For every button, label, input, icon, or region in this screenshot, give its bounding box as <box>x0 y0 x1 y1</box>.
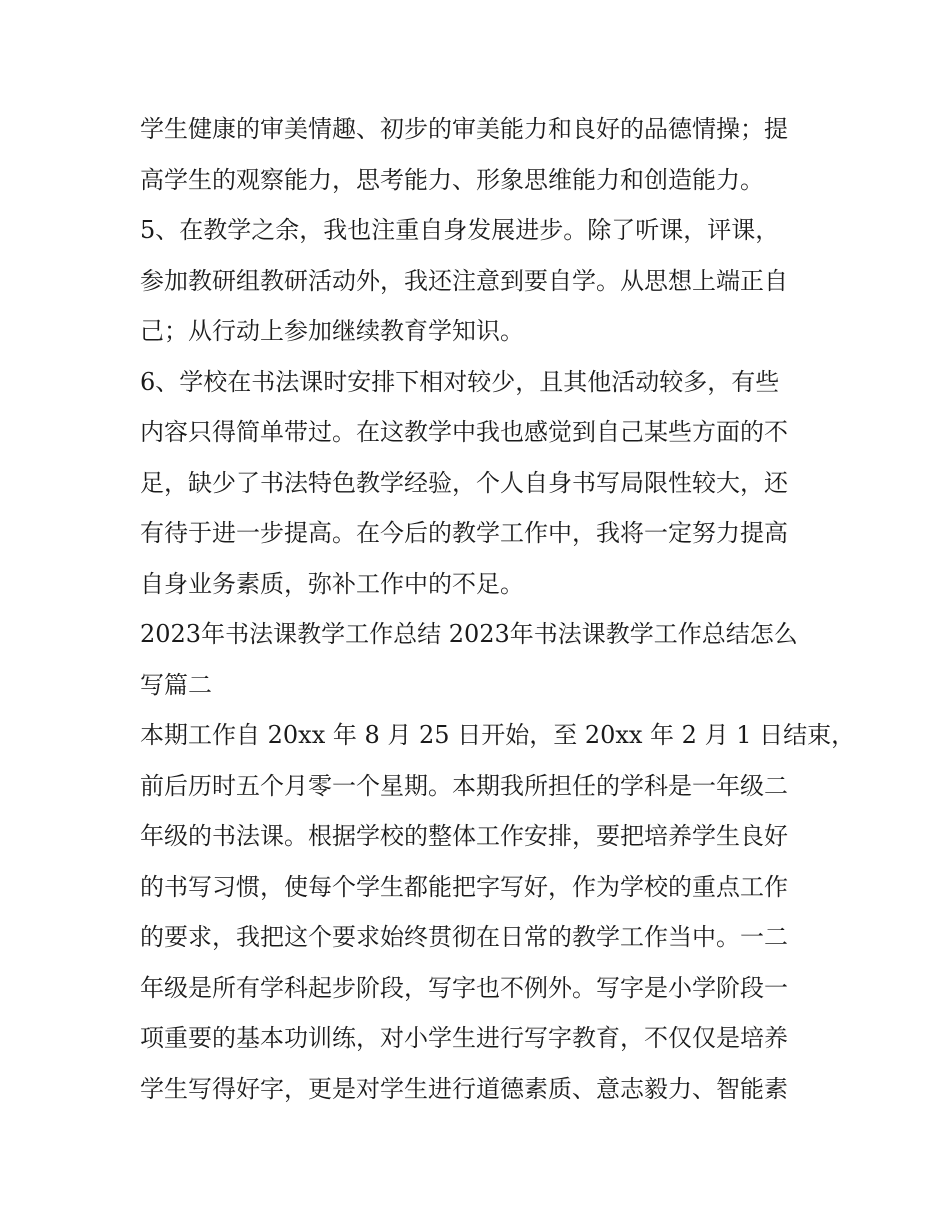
text-line: 足，缺少了书法特色教学经验，个人自身书写局限性较大，还 <box>140 468 788 497</box>
text-line: 学生写得好字，更是对学生进行道德素质、意志毅力、智能素 <box>140 1074 788 1103</box>
text-line: 高学生的观察能力，思考能力、形象思维能力和创造能力。 <box>140 165 764 194</box>
text-line: 本期工作自 20xx 年 8 月 25 日开始，至 20xx 年 2 月 1 日结束， <box>140 721 856 749</box>
text-line: 学生健康的审美情趣、初步的审美能力和良好的品德情操；提 <box>140 115 788 143</box>
section-heading-line: 2023年书法课教学工作总结 2023年书法课教学工作总结怎么 <box>140 620 798 648</box>
text-line: 自身业务素质，弥补工作中的不足。 <box>140 569 524 598</box>
text-line: 内容只得简单带过。在这教学中我也感觉到自己某些方面的不 <box>140 418 788 446</box>
section-heading-line: 写篇二 <box>140 670 212 699</box>
text-line: 前后历时五个月零一个星期。本期我所担任的学科是一年级二 <box>140 771 788 800</box>
text-line: 的要求，我把这个要求始终贯彻在日常的教学工作当中。一二 <box>140 923 788 951</box>
document-body <box>140 104 856 1114</box>
text-line: 的书写习惯，使每个学生都能把字写好，作为学校的重点工作 <box>140 872 788 901</box>
text-line: 项重要的基本功训练，对小学生进行写字教育，不仅仅是培养 <box>140 1024 788 1052</box>
text-line: 己；从行动上参加继续教育学知识。 <box>140 317 524 345</box>
text-line: 6、学校在书法课时安排下相对较少，且其他活动较多，有些 <box>140 367 780 396</box>
text-line: 年级的书法课。根据学校的整体工作安排，要把培养学生良好 <box>140 822 788 850</box>
text-line: 有待于进一步提高。在今后的教学工作中，我将一定努力提高 <box>140 519 788 547</box>
text-line: 参加教研组教研活动外，我还注意到要自学。从思想上端正自 <box>140 266 788 295</box>
text-line: 年级是所有学科起步阶段，写字也不例外。写字是小学阶段一 <box>140 973 788 1002</box>
text-line: 5、在教学之余，我也注重自身发展进步。除了听课，评课， <box>140 216 780 244</box>
